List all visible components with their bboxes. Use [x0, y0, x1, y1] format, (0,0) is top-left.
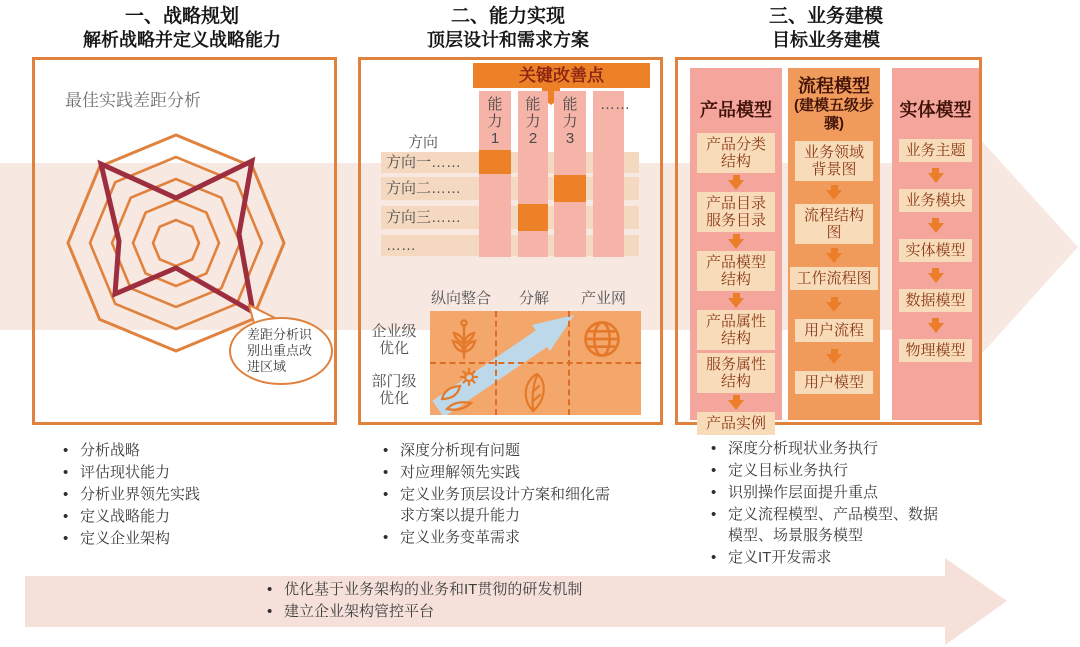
list-item: • 优化基于业务架构的业务和IT贯彻的研发机制: [262, 579, 902, 600]
strategy-panel: [32, 57, 337, 425]
capability-bullet-list: [378, 440, 618, 549]
list-item: • 识别操作层面提升重点: [706, 482, 948, 503]
column3-subtitle: 目标业务建模: [772, 30, 880, 50]
model-item: 产品目录服务目录: [697, 192, 774, 232]
process-model-column: [788, 68, 880, 420]
model-item: 业务主题: [899, 139, 972, 162]
matrix-highlight-cell: [518, 204, 548, 231]
down-arrow-icon: [826, 185, 842, 200]
model-item: 用户流程: [795, 319, 872, 342]
capability-bar-2: 能力2: [518, 91, 548, 257]
model-item: 业务领域背景图: [795, 141, 872, 181]
direction-row-3: 方向三……: [381, 206, 639, 229]
capability-bar-1: 能力1: [479, 91, 511, 257]
strategy-bullet-list: [58, 440, 328, 550]
down-arrow-icon: [826, 248, 842, 263]
capability-panel: [358, 57, 663, 425]
model-item: 物理模型: [899, 339, 972, 362]
matrix-highlight-cell: [554, 175, 586, 202]
grid-divider: [430, 362, 641, 364]
callout-text: 差距分析识别出重点改进区域: [247, 327, 313, 374]
list-item: • 分析战略: [58, 440, 328, 461]
list-item: • 定义战略能力: [58, 506, 328, 527]
model-item: 产品模型结构: [697, 251, 774, 291]
direction-row-2: 方向二……: [381, 177, 639, 200]
radar-title: 最佳实践差距分析: [65, 91, 201, 110]
down-arrow-icon: [728, 293, 744, 308]
column2-header: [358, 5, 658, 52]
model-item: 产品分类结构: [697, 133, 774, 173]
down-arrow-icon: [728, 395, 744, 410]
capability-bar-3: 能力3: [554, 91, 586, 257]
grid-rowlabel-department: 部门级优化: [371, 373, 417, 407]
radar-data-polygon: [101, 161, 253, 312]
model-item: 业务模块: [899, 189, 972, 212]
direction-row-1: 方向一……: [381, 152, 639, 173]
entity-model-header: 实体模型: [899, 100, 972, 120]
model-item: 流程结构图: [795, 204, 872, 244]
key-improvement-banner: 关键改善点: [473, 63, 650, 88]
model-item: 产品实例: [697, 412, 774, 435]
list-item: • 深度分析现状业务执行: [706, 438, 948, 459]
down-arrow-icon: [826, 297, 842, 312]
direction-row-4: ……: [381, 235, 639, 256]
model-item: 数据模型: [899, 289, 972, 312]
grid-header-vertical-integration: 纵向整合: [431, 290, 492, 307]
process-model-header: 流程模型: [798, 76, 870, 96]
down-arrow-icon: [928, 218, 944, 233]
down-arrow-icon: [928, 168, 944, 183]
list-item: • 分析业界领先实践: [58, 484, 328, 505]
modeling-bullet-list: [706, 438, 948, 569]
list-item: • 定义业务变革需求: [378, 527, 618, 548]
column2-title: 二、能力实现: [450, 6, 565, 27]
column1-header: [32, 5, 332, 52]
optimization-grid: [430, 311, 641, 415]
list-item: • 定义IT开发需求: [706, 547, 948, 568]
leaf-icon: [518, 371, 554, 413]
down-arrow-icon: [928, 318, 944, 333]
list-item: • 定义业务顶层设计方案和细化需求方案以提升能力: [378, 484, 618, 526]
entity-model-column: [892, 68, 979, 420]
wheat-icon: [442, 316, 486, 360]
list-item: • 定义企业架构: [58, 528, 328, 549]
capability-bar-4: ……: [593, 91, 624, 257]
product-model-column: [690, 68, 782, 432]
list-item: • 定义目标业务执行: [706, 460, 948, 481]
process-model-subheader: (建模五级步骤): [794, 97, 874, 132]
model-item: 工作流程图: [790, 267, 878, 290]
bottom-arrow-bullet-list: [262, 579, 902, 623]
list-item: • 深度分析现有问题: [378, 440, 618, 461]
list-item: • 对应理解领先实践: [378, 462, 618, 483]
down-arrow-icon: [826, 349, 842, 364]
model-item: 用户模型: [795, 371, 872, 394]
down-arrow-icon: [728, 234, 744, 249]
matrix-highlight-cell: [479, 150, 511, 174]
list-item: • 定义流程模型、产品模型、数据模型、场景服务模型: [706, 504, 948, 546]
grid-header-industry-network: 产业网: [581, 290, 627, 307]
product-model-header: 产品模型: [700, 100, 772, 120]
list-item: • 建立企业架构管控平台: [262, 601, 902, 622]
column1-title: 一、战略规划: [124, 6, 239, 27]
column3-title: 三、业务建模: [768, 6, 883, 27]
column1-subtitle: 解析战略并定义战略能力: [83, 30, 281, 50]
model-item: 实体模型: [899, 239, 972, 262]
model-item: 产品属性结构: [697, 310, 774, 350]
sun-leaves-icon: [438, 367, 484, 413]
down-arrow-icon: [728, 175, 744, 190]
down-arrow-icon: [928, 268, 944, 283]
model-item: 服务属性结构: [697, 353, 774, 393]
direction-axis-label: 方向: [408, 134, 439, 151]
column2-subtitle: 顶层设计和需求方案: [427, 30, 589, 50]
grid-header-decomposition: 分解: [519, 290, 550, 307]
grid-rowlabel-enterprise: 企业级优化: [371, 323, 417, 357]
globe-icon: [580, 317, 624, 361]
modeling-panel: [675, 57, 982, 432]
list-item: • 评估现状能力: [58, 462, 328, 483]
column3-header: [676, 5, 976, 52]
